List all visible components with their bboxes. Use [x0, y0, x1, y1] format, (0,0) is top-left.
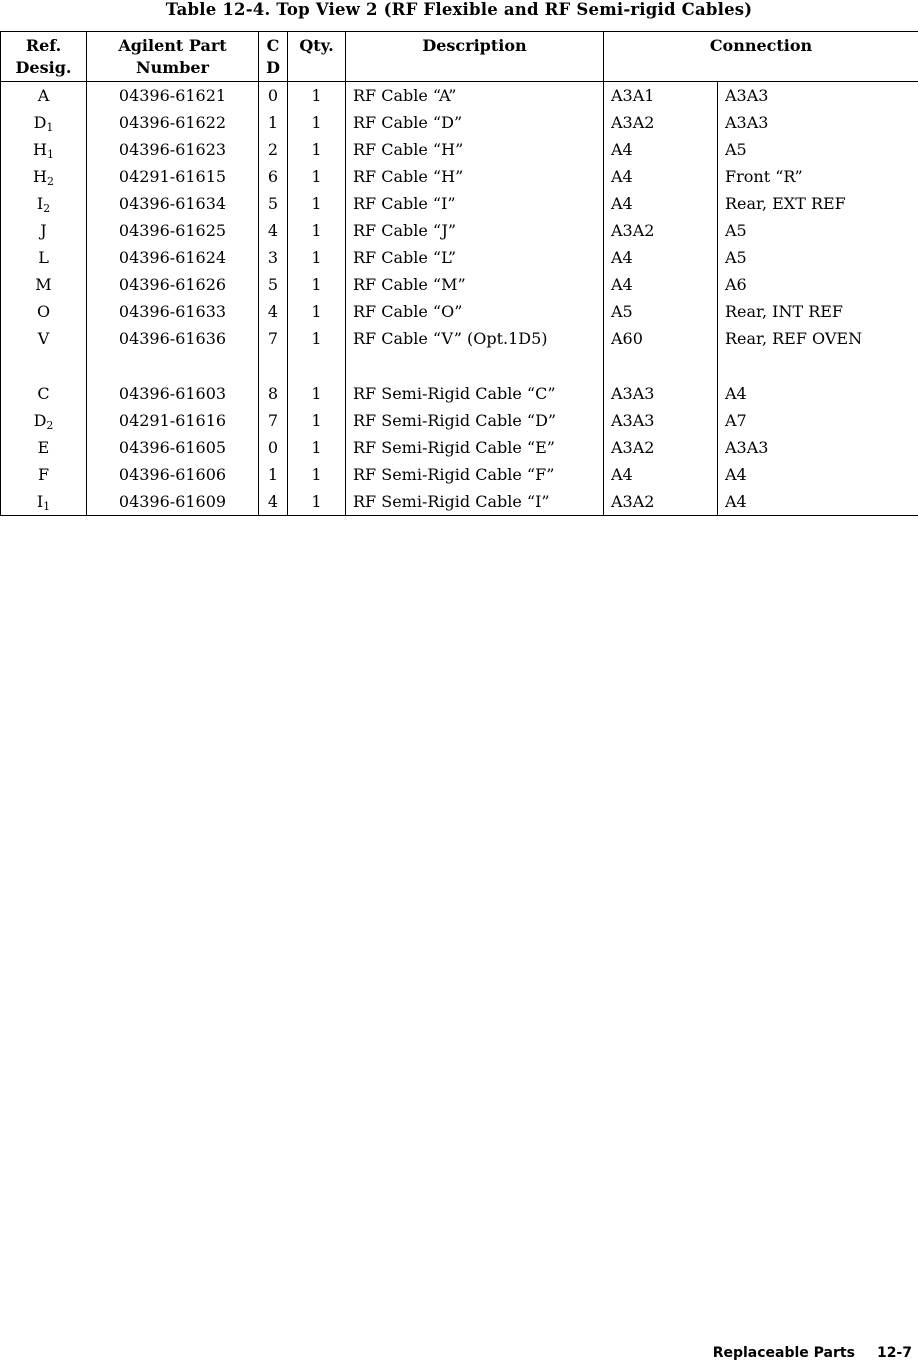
header-cd	[259, 32, 288, 82]
cell-ref-desig	[1, 217, 87, 244]
cell-qty: 1	[288, 163, 346, 190]
cell-description: RF Semi-Rigid Cable “D”	[346, 407, 604, 434]
page-footer	[713, 1345, 912, 1361]
table-row	[1, 461, 918, 488]
cell-cd: 0	[259, 434, 288, 461]
footer-section: Replaceable Parts	[712, 1345, 855, 1361]
ref-desig-subscript: 1	[46, 148, 54, 161]
cell-cd: 0	[259, 82, 288, 110]
ref-desig-letter: I	[36, 492, 44, 511]
cell-connection-from: A60	[604, 325, 718, 352]
table-body	[1, 82, 918, 516]
cell-connection-to: A5	[718, 244, 918, 271]
cell-connection-to: A4	[718, 461, 918, 488]
cell-connection-to: A4	[718, 488, 918, 516]
header-qty: Qty.	[288, 32, 346, 82]
cell-cd: 8	[259, 380, 288, 407]
cell-ref-desig	[1, 271, 87, 298]
cell-part-number: 04396-61623	[87, 136, 259, 163]
cell-cd: 4	[259, 488, 288, 516]
cell-ref-desig	[1, 109, 87, 136]
table-row	[1, 244, 918, 271]
cell-connection-to: A6	[718, 271, 918, 298]
cell-connection-to: A3A3	[718, 109, 918, 136]
table-row	[1, 434, 918, 461]
cell-ref-desig	[1, 298, 87, 325]
cell-connection-to: A7	[718, 407, 918, 434]
cell-connection-from: A4	[604, 190, 718, 217]
cell-description: RF Cable “I”	[346, 190, 604, 217]
table-row	[1, 407, 918, 434]
cell-connection-from: A3A3	[604, 380, 718, 407]
header-cd-line1: C	[266, 36, 280, 55]
cell-part-number: 04396-61625	[87, 217, 259, 244]
header-ref-line2: Desig.	[15, 58, 72, 77]
cell-qty: 1	[288, 325, 346, 352]
cell-qty: 1	[288, 488, 346, 516]
cell-ref-desig	[1, 82, 87, 110]
ref-desig-letter: A	[37, 86, 50, 105]
cell-part-number: 04396-61634	[87, 190, 259, 217]
spacer-cell	[604, 352, 718, 380]
cell-description: RF Cable “H”	[346, 136, 604, 163]
ref-desig-letter: I	[36, 194, 44, 213]
ref-desig-letter: J	[40, 221, 47, 240]
cell-ref-desig	[1, 190, 87, 217]
ref-desig-letter: V	[37, 329, 50, 348]
cell-connection-from: A3A2	[604, 109, 718, 136]
cell-description: RF Semi-Rigid Cable “I”	[346, 488, 604, 516]
cell-connection-from: A5	[604, 298, 718, 325]
cell-part-number: 04396-61626	[87, 271, 259, 298]
cell-part-number: 04396-61606	[87, 461, 259, 488]
table-row	[1, 325, 918, 352]
cell-description: RF Cable “V” (Opt.1D5)	[346, 325, 604, 352]
cell-ref-desig	[1, 136, 87, 163]
cell-description: RF Semi-Rigid Cable “C”	[346, 380, 604, 407]
cell-part-number: 04396-61624	[87, 244, 259, 271]
header-ref-desig	[1, 32, 87, 82]
header-cd-line2: D	[266, 58, 280, 77]
cell-connection-from: A3A3	[604, 407, 718, 434]
cell-part-number: 04396-61636	[87, 325, 259, 352]
spacer-cell	[718, 352, 918, 380]
cell-cd: 5	[259, 190, 288, 217]
cell-qty: 1	[288, 434, 346, 461]
cell-part-number: 04396-61633	[87, 298, 259, 325]
table-row	[1, 82, 918, 110]
cell-qty: 1	[288, 407, 346, 434]
cell-cd: 7	[259, 325, 288, 352]
cell-ref-desig	[1, 461, 87, 488]
cell-connection-to: Rear, INT REF	[718, 298, 918, 325]
cell-part-number: 04396-61609	[87, 488, 259, 516]
cell-connection-to: Rear, EXT REF	[718, 190, 918, 217]
spacer-cell	[259, 352, 288, 380]
cell-description: RF Cable “M”	[346, 271, 604, 298]
ref-desig-letter: H	[33, 167, 47, 186]
cell-part-number: 04396-61603	[87, 380, 259, 407]
cell-connection-to: Rear, REF OVEN	[718, 325, 918, 352]
header-ref-line1: Ref.	[25, 36, 62, 55]
spacer-cell	[87, 352, 259, 380]
group-spacer-row	[1, 352, 918, 380]
ref-desig-letter: O	[36, 302, 51, 321]
cell-connection-from: A4	[604, 271, 718, 298]
table-title: Table 12-4. Top View 2 (RF Flexible and RF Semi-rigid Cables)	[165, 0, 753, 19]
cell-description: RF Cable “O”	[346, 298, 604, 325]
cell-connection-to: Front “R”	[718, 163, 918, 190]
ref-desig-letter: D	[33, 113, 47, 132]
cell-cd: 5	[259, 271, 288, 298]
cell-ref-desig	[1, 407, 87, 434]
cell-part-number: 04396-61622	[87, 109, 259, 136]
cell-cd: 2	[259, 136, 288, 163]
table-row	[1, 190, 918, 217]
cell-connection-from: A3A2	[604, 434, 718, 461]
cell-part-number: 04291-61616	[87, 407, 259, 434]
cell-cd: 7	[259, 407, 288, 434]
cell-qty: 1	[288, 461, 346, 488]
cell-cd: 6	[259, 163, 288, 190]
header-connection: Connection	[604, 32, 918, 82]
footer-page-number: 12-7	[876, 1345, 912, 1361]
cell-cd: 1	[259, 109, 288, 136]
spacer-cell	[346, 352, 604, 380]
cell-qty: 1	[288, 190, 346, 217]
cell-qty: 1	[288, 82, 346, 110]
ref-desig-letter: F	[37, 465, 50, 484]
ref-desig-subscript: 2	[46, 175, 54, 188]
cell-ref-desig	[1, 380, 87, 407]
ref-desig-letter: C	[37, 384, 50, 403]
cell-qty: 1	[288, 298, 346, 325]
cell-description: RF Cable “L”	[346, 244, 604, 271]
cell-description: RF Semi-Rigid Cable “F”	[346, 461, 604, 488]
cell-qty: 1	[288, 380, 346, 407]
cell-ref-desig	[1, 488, 87, 516]
ref-desig-subscript: 1	[46, 121, 54, 134]
cell-ref-desig	[1, 163, 87, 190]
cell-connection-from: A3A2	[604, 488, 718, 516]
cell-part-number: 04291-61615	[87, 163, 259, 190]
cell-connection-from: A3A1	[604, 82, 718, 110]
ref-desig-letter: L	[38, 248, 49, 267]
cell-ref-desig	[1, 325, 87, 352]
cell-ref-desig	[1, 244, 87, 271]
cell-connection-to: A4	[718, 380, 918, 407]
spacer-cell	[288, 352, 346, 380]
ref-desig-subscript: 2	[46, 419, 54, 432]
cell-description: RF Cable “H”	[346, 163, 604, 190]
ref-desig-subscript: 2	[43, 202, 51, 215]
cell-part-number: 04396-61621	[87, 82, 259, 110]
cell-cd: 3	[259, 244, 288, 271]
cell-connection-from: A4	[604, 136, 718, 163]
table-row	[1, 163, 918, 190]
cell-cd: 4	[259, 298, 288, 325]
table-row	[1, 488, 918, 516]
cell-connection-to: A5	[718, 136, 918, 163]
parts-table	[0, 31, 918, 516]
table-row	[1, 136, 918, 163]
cell-qty: 1	[288, 217, 346, 244]
table-row	[1, 217, 918, 244]
header-part-line1: Agilent Part	[118, 36, 227, 55]
header-row	[1, 32, 918, 82]
cell-connection-to: A5	[718, 217, 918, 244]
cell-qty: 1	[288, 271, 346, 298]
cell-description: RF Cable “J”	[346, 217, 604, 244]
cell-part-number: 04396-61605	[87, 434, 259, 461]
cell-qty: 1	[288, 136, 346, 163]
cell-ref-desig	[1, 434, 87, 461]
cell-description: RF Cable “D”	[346, 109, 604, 136]
cell-connection-from: A4	[604, 244, 718, 271]
cell-connection-to: A3A3	[718, 434, 918, 461]
ref-desig-letter: D	[33, 411, 47, 430]
ref-desig-letter: E	[37, 438, 50, 457]
cell-connection-from: A4	[604, 163, 718, 190]
cell-description: RF Semi-Rigid Cable “E”	[346, 434, 604, 461]
header-description: Description	[346, 32, 604, 82]
table-row	[1, 271, 918, 298]
ref-desig-letter: H	[33, 140, 47, 159]
cell-qty: 1	[288, 244, 346, 271]
cell-cd: 4	[259, 217, 288, 244]
table-row	[1, 298, 918, 325]
ref-desig-subscript: 1	[43, 500, 51, 513]
header-part-number	[87, 32, 259, 82]
spacer-cell	[1, 352, 87, 380]
cell-connection-from: A3A2	[604, 217, 718, 244]
cell-description: RF Cable “A”	[346, 82, 604, 110]
header-part-line2: Number	[136, 58, 209, 77]
cell-cd: 1	[259, 461, 288, 488]
table-row	[1, 109, 918, 136]
cell-qty: 1	[288, 109, 346, 136]
table-row	[1, 380, 918, 407]
ref-desig-letter: M	[35, 275, 52, 294]
cell-connection-to: A3A3	[718, 82, 918, 110]
cell-connection-from: A4	[604, 461, 718, 488]
